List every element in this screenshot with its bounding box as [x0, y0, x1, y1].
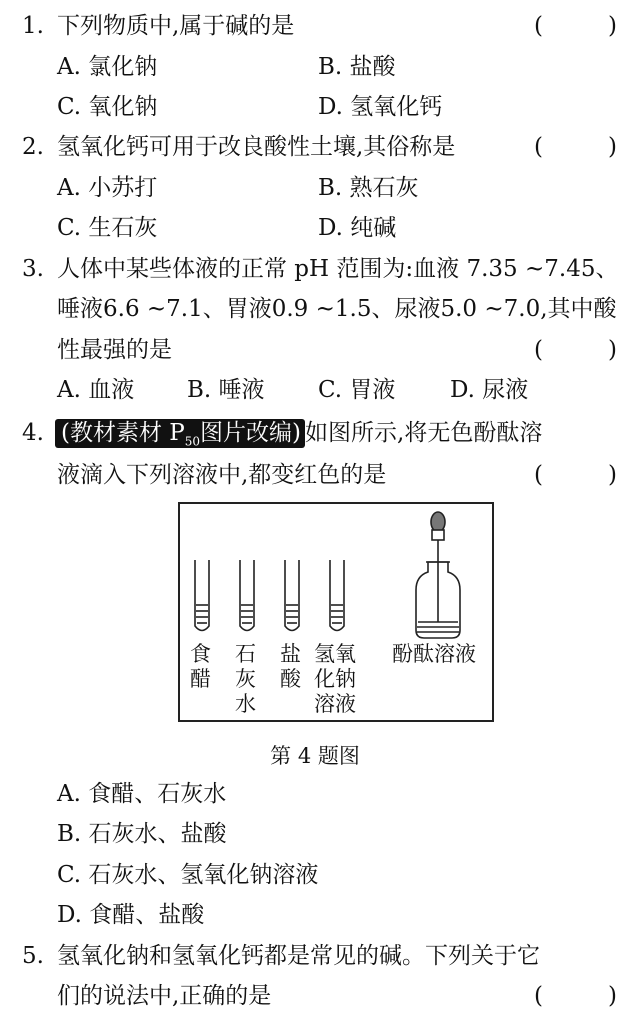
- q1-answer-paren-close: ): [608, 13, 617, 39]
- q3-option-b: B. 唾液: [187, 377, 265, 403]
- q1-option-b: B. 盐酸: [318, 54, 396, 80]
- q3-answer-paren-close: ): [608, 337, 617, 363]
- q1-stem: 下列物质中,属于碱的是: [57, 13, 295, 39]
- q4-option-b: B. 石灰水、盐酸: [57, 821, 227, 847]
- q3-stem-line1: 人体中某些体液的正常 pH 范围为:血液 7.35 ~7.45、: [57, 256, 619, 282]
- q2-option-d: D. 纯碱: [318, 215, 397, 241]
- q4-stem-line2: 液滴入下列溶液中,都变红色的是: [57, 462, 387, 488]
- q5-answer-paren-open: (: [534, 983, 543, 1009]
- q3-option-d: D. 尿液: [450, 377, 529, 403]
- q4-option-a: A. 食醋、石灰水: [57, 781, 227, 807]
- q2-number: 2.: [22, 134, 44, 160]
- q4-figure: [178, 502, 494, 722]
- q4-source-tag-text: (教材素材 P: [61, 420, 185, 446]
- q2-option-a: A. 小苏打: [57, 175, 158, 201]
- q4-option-c: C. 石灰水、氢氧化钠溶液: [57, 862, 319, 888]
- q4-source-tag-page: 50: [184, 434, 201, 449]
- label-vinegar: 食 醋: [190, 642, 211, 691]
- test-tube-limewater: [240, 560, 254, 631]
- q3-answer-paren-open: (: [534, 337, 543, 363]
- q1-option-d: D. 氢氧化钙: [318, 94, 443, 120]
- label-limewater: 石 灰 水: [235, 642, 256, 716]
- test-tube-hydrochloric-acid: [285, 560, 299, 631]
- q3-number: 3.: [22, 256, 44, 282]
- q1-option-a: A. 氯化钠: [57, 54, 158, 80]
- q4-number: 4.: [22, 420, 44, 446]
- q4-stem-line1: 如图所示,将无色酚酞溶: [305, 420, 543, 446]
- q3-stem-line2: 唾液6.6 ~7.1、胃液0.9 ~1.5、尿液5.0 ~7.0,其中酸: [57, 296, 617, 322]
- q2-option-c: C. 生石灰: [57, 215, 158, 241]
- q5-stem-line1: 氢氧化钠和氢氧化钙都是常见的碱。下列关于它: [57, 943, 540, 969]
- q4-option-d: D. 食醋、盐酸: [57, 902, 205, 928]
- q5-answer-paren-close: ): [608, 983, 617, 1009]
- q2-answer-paren-close: ): [608, 134, 617, 160]
- q3-option-a: A. 血液: [57, 377, 135, 403]
- label-sodium-hydroxide-solution: 氢氧 化钠 溶液: [314, 642, 356, 716]
- q4-answer-paren-close: ): [608, 462, 617, 488]
- q1-number: 1.: [22, 13, 44, 39]
- q4-answer-paren-open: (: [534, 462, 543, 488]
- q1-answer-paren-open: (: [534, 13, 543, 39]
- label-phenolphthalein-solution: 酚酞溶液: [392, 642, 476, 666]
- q1-option-c: C. 氧化钠: [57, 94, 158, 120]
- q3-stem-line3: 性最强的是: [57, 337, 172, 363]
- test-tube-vinegar: [195, 560, 209, 631]
- q3-option-c: C. 胃液: [318, 377, 396, 403]
- q2-option-b: B. 熟石灰: [318, 175, 419, 201]
- q4-source-tag-box: [55, 419, 305, 448]
- q5-number: 5.: [22, 943, 44, 969]
- phenolphthalein-dropper-bottle: [416, 512, 460, 638]
- q5-stem-line2: 们的说法中,正确的是: [57, 983, 272, 1009]
- label-hydrochloric-acid: 盐 酸: [280, 642, 301, 691]
- q2-stem: 氢氧化钙可用于改良酸性土壤,其俗称是: [57, 134, 456, 160]
- figure-caption: 第 4 题图: [270, 744, 360, 768]
- q2-answer-paren-open: (: [534, 134, 543, 160]
- q4-source-tag: [55, 418, 542, 457]
- q4-source-tag-end: 图片改编): [200, 420, 302, 446]
- test-tube-sodium-hydroxide: [330, 560, 344, 631]
